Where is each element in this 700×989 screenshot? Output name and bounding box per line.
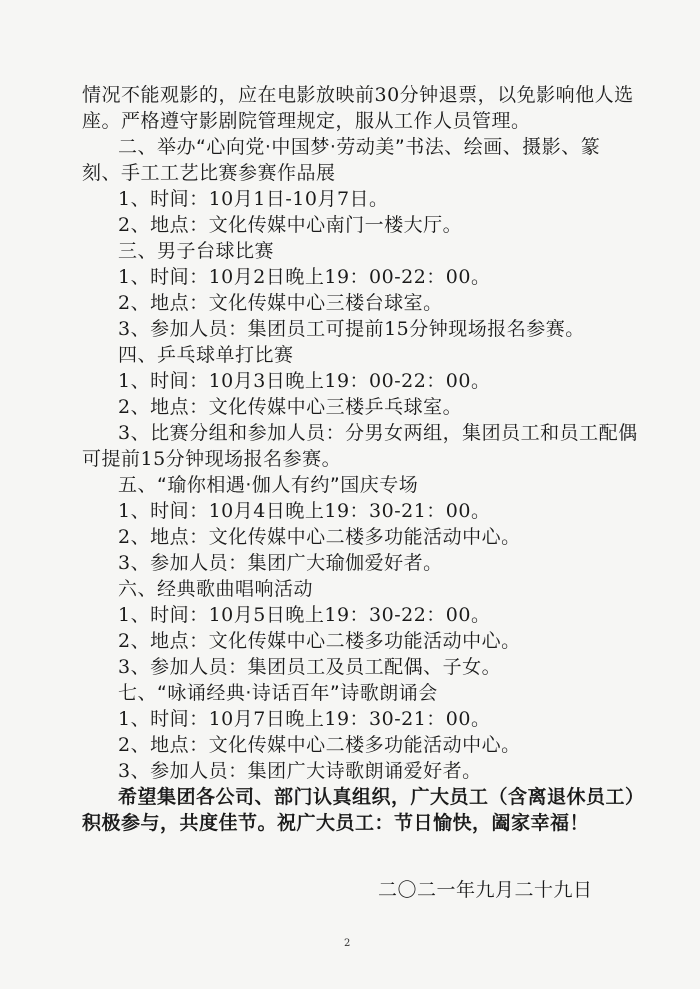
list-item: 3、参加人员：集团广大瑜伽爱好者。	[118, 552, 443, 574]
list-item-continued: 可提前15分钟现场报名参赛。	[82, 448, 342, 470]
section-heading: 三、男子台球比赛	[118, 240, 275, 262]
list-item: 2、地点：文化传媒中心三楼乒乓球室。	[118, 396, 463, 418]
list-item: 3、参加人员：集团员工可提前15分钟现场报名参赛。	[118, 318, 585, 340]
list-item: 1、时间：10月4日晚上19：30-21：00。	[118, 500, 491, 522]
body-text-line: 情况不能观影的，应在电影放映前30分钟退票，以免影响他人选	[82, 84, 634, 106]
section-heading: 二、举办“心向党·中国梦·劳动美”书法、绘画、摄影、篆	[118, 136, 601, 158]
page-number: 2	[344, 938, 351, 949]
list-item: 2、地点：文化传媒中心南门一楼大厅。	[118, 214, 463, 236]
list-item: 3、比赛分组和参加人员：分男女两组，集团员工和员工配偶	[118, 422, 638, 444]
section-heading: 七、“咏诵经典·诗话百年”诗歌朗诵会	[118, 682, 438, 704]
list-item: 1、时间：10月5日晚上19：30-22：00。	[118, 604, 491, 626]
list-item: 2、地点：文化传媒中心二楼多功能活动中心。	[118, 526, 521, 548]
list-item: 2、地点：文化传媒中心三楼台球室。	[118, 292, 443, 314]
closing-text: 希望集团各公司、部门认真组织，广大员工（含离退休员工）	[118, 786, 645, 808]
closing-text: 积极参与，共度佳节。祝广大员工：节日愉快，阖家幸福！	[82, 812, 590, 834]
list-item: 2、地点：文化传媒中心二楼多功能活动中心。	[118, 630, 521, 652]
list-item: 3、参加人员：集团员工及员工配偶、子女。	[118, 656, 502, 678]
section-heading: 四、乒乓球单打比赛	[118, 344, 294, 366]
section-heading: 五、“瑜你相遇·伽人有约”国庆专场	[118, 474, 419, 496]
list-item: 2、地点：文化传媒中心二楼多功能活动中心。	[118, 734, 521, 756]
section-heading: 六、经典歌曲唱响活动	[118, 578, 314, 600]
list-item: 1、时间：10月3日晚上19：00-22：00。	[118, 370, 491, 392]
list-item: 1、时间：10月1日-10月7日。	[118, 188, 389, 210]
section-heading: 刻、手工工艺比赛参赛作品展	[82, 162, 336, 184]
list-item: 3、参加人员：集团广大诗歌朗诵爱好者。	[118, 760, 482, 782]
body-text-line: 座。严格遵守影剧院管理规定，服从工作人员管理。	[82, 110, 531, 132]
document-date: 二〇二一年九月二十九日	[378, 879, 593, 901]
list-item: 1、时间：10月7日晚上19：30-21：00。	[118, 708, 491, 730]
list-item: 1、时间：10月2日晚上19：00-22：00。	[118, 266, 491, 288]
